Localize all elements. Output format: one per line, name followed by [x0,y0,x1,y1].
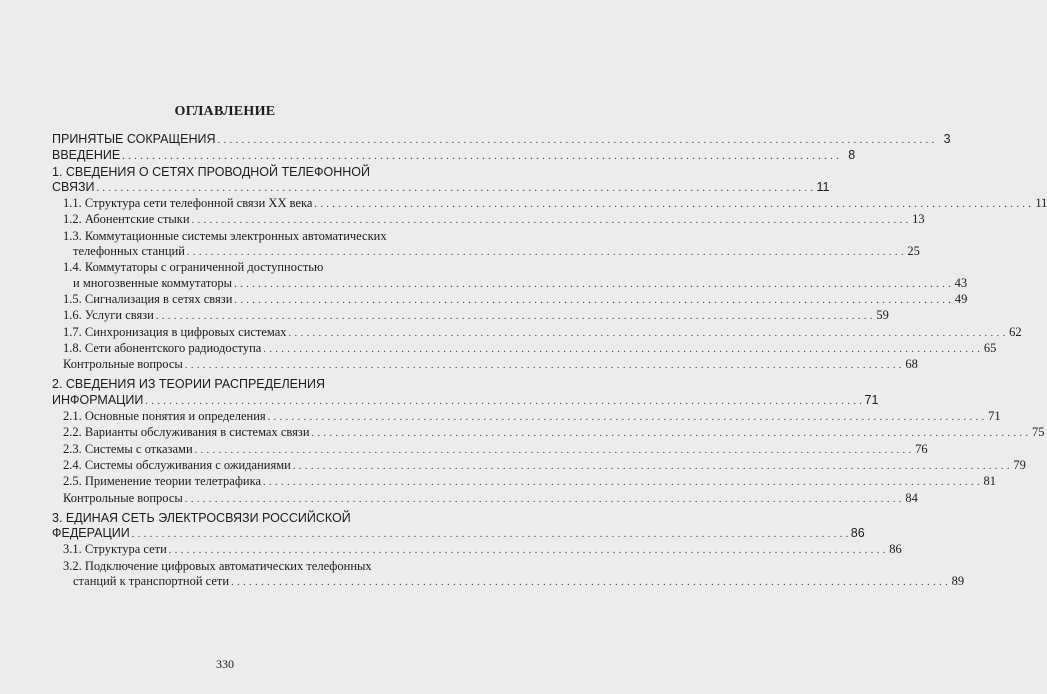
toc-entry-text: 1.8. Сети абонентского радиодоступа [63,340,262,355]
toc-entry [52,148,856,164]
toc-entry-text: 1. СВЕДЕНИЯ О СЕТЯХ ПРОВОДНОЙ ТЕЛЕФОННОЙ [52,164,370,179]
dot-leader: . . . . . . . . . . . . . . . . . . . . . . . . . . . . . . . . . . . . . . . . . . . . . . . . . . . . . . . . . . . . . . . . . . . . . . . . . . . . . . . . . . . . . . . . . . . . . . . . . . . . . . . . . . . . . . . . . . . . . . . . [263,343,981,355]
toc-page-number: 89 [951,574,965,589]
toc-entry-text: 3. ЕДИНАЯ СЕТЬ ЭЛЕКТРОСВЯЗИ РОССИЙСКОЙ [52,510,351,525]
dot-leader: . . . . . . . . . . . . . . . . . . . . . . . . . . . . . . . . . . . . . . . . . . . . . . . . . . . . . . . . . . . . . . . . . . . . . . . . . . . . . . . . . . . . . . . . . . . . . . . . . . . . . . . . . . . . . . . . . . . . . . . . [168,545,886,557]
toc-page-number: 65 [983,340,997,355]
toc-entry-text: Контрольные вопросы [63,357,183,372]
toc-page-number: 75 [1032,425,1045,440]
toc-entry [52,441,928,458]
toc-page-number: 84 [905,490,918,505]
dot-leader: . . . . . . . . . . . . . . . . . . . . . . . . . . . . . . . . . . . . . . . . . . . . . . . . . . . . . . . . . . . . . . . . . . . . . . . . . . . . . . . . . . . . . . . . . . . . . . . . . . . . . . . . . . . . . . . . . . . . . . . . [186,247,904,259]
toc-page-number: 11 [1035,196,1047,211]
toc-entry-text: 1.6. Услуги связи [63,308,154,323]
dot-leader: . . . . . . . . . . . . . . . . . . . . . . . . . . . . . . . . . . . . . . . . . . . . . . . . . . . . . . . . . . . . . . . . . . . . . . . . . . . . . . . . . . . . . . . . . . . . . . . . . . . . . . . . . . . . . . . . . . . . . . . . [234,278,952,290]
toc-entry-text: 2.2. Варианты обслуживания в системах связи [63,425,310,440]
toc-entry [52,324,1022,341]
dot-leader: . . . . . . . . . . . . . . . . . . . . . . . . . . . . . . . . . . . . . . . . . . . . . . . . . . . . . . . . . . . . . . . . . . . . . . . . . . . . . . . . . . . . . . . . . . . . . . . . . . . . . . . . . . . . . . . . . . . . . . . . [263,477,981,489]
toc-entry-text: ПРИНЯТЫЕ СОКРАЩЕНИЯ [52,132,216,146]
toc-entry [52,132,951,148]
toc-page-number: 43 [954,275,968,290]
toc-entry-text: ВВЕДЕНИЕ [52,148,121,163]
toc-entry [52,340,997,357]
toc-entry-text: 2.1. Основные понятия и определения [63,409,266,424]
toc-entry [52,490,918,507]
page-number: 330 [216,657,234,671]
toc-entry [52,457,1026,474]
toc-entry-text: 1.2. Абонентские стыки [63,212,190,227]
toc-entry-text: 3.2. Подключение цифровых автоматических телефонных [63,558,372,573]
toc-entry [52,196,1047,212]
toc-entry-text: и многозвенные коммутаторы [73,275,233,290]
dot-leader: . . . . . . . . . . . . . . . . . . . . . . . . . . . . . . . . . . . . . . . . . . . . . . . . . . . . . . . . . . . . . . . . . . . . . . . . . . . . . . . . . . . . . . . . . . . . . . . . . . . . . . . . . . . . . . . . . . . . . . . . [231,577,949,589]
toc-page-number: 71 [988,409,1001,424]
toc-page-number: 13 [912,212,925,227]
toc-entry-text: 3.1. Структура сети [63,542,167,557]
toc-page-number: 8 [848,148,856,163]
dot-leader: . . . . . . . . . . . . . . . . . . . . . . . . . . . . . . . . . . . . . . . . . . . . . . . . . . . . . . . . . . . . . . . . . . . . . . . . . . . . . . . . . . . . . . . . . . . . . . . . . . . . . . . . . . . . . . . . . . . . . . . . [311,428,1029,440]
toc-entry-text: 1.5. Сигнализация в сетях связи [63,291,233,306]
toc-entry-text: 2.4. Системы обслуживания с ожиданиями [63,457,291,472]
toc-entry [52,510,865,543]
dot-leader: . . . . . . . . . . . . . . . . . . . . . . . . . . . . . . . . . . . . . . . . . . . . . . . . . . . . . . . . . . . . . . . . . . . . . . . . . . . . . . . . . . . . . . . . . . . . . . . . . . . . . . . . . . . . . . . . . . . . . . . . [292,460,1010,472]
toc-entry [52,409,1001,425]
toc-entry [52,357,918,373]
toc-page-number: 86 [850,526,865,541]
dot-leader: . . . . . . . . . . . . . . . . . . . . . . . . . . . . . . . . . . . . . . . . . . . . . . . . . . . . . . . . . . . . . . . . . . . . . . . . . . . . . . . . . . . . . . . . . . . . . . . . . . . . . . . . . . . . . . . . . . . . . . . . [145,395,863,407]
toc-entry-text: телефонных станций [73,244,185,259]
toc-entry [52,164,830,197]
toc-entry-text: ИНФОРМАЦИИ [52,392,144,407]
toc-page-number: 25 [907,244,920,259]
dot-leader: . . . . . . . . . . . . . . . . . . . . . . . . . . . . . . . . . . . . . . . . . . . . . . . . . . . . . . . . . . . . . . . . . . . . . . . . . . . . . . . . . . . . . . . . . . . . . . . . . . . . . . . . . . . . . . . . . . . . . . . . [96,182,814,194]
toc-entry-text: 1.1. Структура сети телефонной связи XX века [63,196,313,211]
toc-page-number: 11 [816,179,830,194]
toc-entry [52,212,925,228]
dot-leader: . . . . . . . . . . . . . . . . . . . . . . . . . . . . . . . . . . . . . . . . . . . . . . . . . . . . . . . . . . . . . . . . . . . . . . . . . . . . . . . . . . . . . . . . . . . . . . . . . . . . . . . . . . . . . . . . . . . . . . . . [314,199,1032,211]
toc-entry [52,425,1045,441]
toc-entry-text: СВЯЗИ [52,179,95,194]
toc-page-number: 62 [1009,324,1022,339]
toc-entry [52,228,920,261]
dot-leader: . . . . . . . . . . . . . . . . . . . . . . . . . . . . . . . . . . . . . . . . . . . . . . . . . . . . . . . . . . . . . . . . . . . . . . . . . . . . . . . . . . . . . . . . . . . . . . . . . . . . . . . . . . . . . . . . . . . . . . . . [194,444,912,456]
toc-entry-text: 2.5. Применение теории телетрафика [63,474,262,489]
toc-page-number: 71 [864,392,879,407]
toc-entry-text: ФЕДЕРАЦИИ [52,526,130,541]
toc-entry-text: 1.4. Коммутаторы с ограниченной доступностью [63,260,324,275]
toc-page-number: 3 [943,132,951,146]
dot-leader: . . . . . . . . . . . . . . . . . . . . . . . . . . . . . . . . . . . . . . . . . . . . . . . . . . . . . . . . . . . . . . . . . . . . . . . . . . . . . . . . . . . . . . . . . . . . . . . . . . . . . . . . . . . . . . . . . . . . . . . . [131,529,849,541]
toc-page-number: 76 [915,441,928,456]
toc-entry [52,542,902,558]
dot-leader: . . . . . . . . . . . . . . . . . . . . . . . . . . . . . . . . . . . . . . . . . . . . . . . . . . . . . . . . . . . . . . . . . . . . . . . . . . . . . . . . . . . . . . . . . . . . . . . . . . . . . . . . . . . . . . . . . . . . . . . . [267,412,985,424]
toc-page-number: 49 [954,291,968,306]
toc-entry-text: 2.3. Системы с отказами [63,441,193,456]
dot-leader: . . . . . . . . . . . . . . . . . . . . . . . . . . . . . . . . . . . . . . . . . . . . . . . . . . . . . . . . . . . . . . . . . . . . . . . . . . . . . . . . . . . . . . . . . . . . . . . . . . . . . . . . . . . . . . . . . . . . . . . . [184,493,902,505]
toc-page-number: 79 [1013,457,1026,472]
dot-leader: . . . . . . . . . . . . . . . . . . . . . . . . . . . . . . . . . . . . . . . . . . . . . . . . . . . . . . . . . . . . . . . . . . . . . . . . . . . . . . . . . . . . . . . . . . . . . . . . . . . . . . . . . . . . . . . . . . . . . . . . [122,151,840,163]
toc-entry-text: 1.3. Коммутационные системы электронных автоматических [63,228,387,243]
dot-leader: . . . . . . . . . . . . . . . . . . . . . . . . . . . . . . . . . . . . . . . . . . . . . . . . . . . . . . . . . . . . . . . . . . . . . . . . . . . . . . . . . . . . . . . . . . . . . . . . . . . . . . . . . . . . . . . . . . . . . . . . [217,135,935,146]
dot-leader: . . . . . . . . . . . . . . . . . . . . . . . . . . . . . . . . . . . . . . . . . . . . . . . . . . . . . . . . . . . . . . . . . . . . . . . . . . . . . . . . . . . . . . . . . . . . . . . . . . . . . . . . . . . . . . . . . . . . . . . . [191,215,909,227]
toc-page-number: 81 [983,474,997,489]
toc-entry-text: 2. СВЕДЕНИЯ ИЗ ТЕОРИИ РАСПРЕДЕЛЕНИЯ [52,377,326,392]
dot-leader: . . . . . . . . . . . . . . . . . . . . . . . . . . . . . . . . . . . . . . . . . . . . . . . . . . . . . . . . . . . . . . . . . . . . . . . . . . . . . . . . . . . . . . . . . . . . . . . . . . . . . . . . . . . . . . . . . . . . . . . . [155,311,873,323]
toc-entry [52,260,968,292]
toc-entry [52,291,968,308]
dot-leader: . . . . . . . . . . . . . . . . . . . . . . . . . . . . . . . . . . . . . . . . . . . . . . . . . . . . . . . . . . . . . . . . . . . . . . . . . . . . . . . . . . . . . . . . . . . . . . . . . . . . . . . . . . . . . . . . . . . . . . . . [288,327,1006,339]
page-title: ОГЛАВЛЕНИЕ [174,104,276,119]
dot-leader: . . . . . . . . . . . . . . . . . . . . . . . . . . . . . . . . . . . . . . . . . . . . . . . . . . . . . . . . . . . . . . . . . . . . . . . . . . . . . . . . . . . . . . . . . . . . . . . . . . . . . . . . . . . . . . . . . . . . . . . . [234,294,952,306]
toc-page-number: 68 [905,357,918,372]
toc-entry-text: 1.7. Синхронизация в цифровых системах [63,324,287,339]
toc-entry [52,474,997,490]
toc-page-number: 86 [889,542,902,557]
dot-leader: . . . . . . . . . . . . . . . . . . . . . . . . . . . . . . . . . . . . . . . . . . . . . . . . . . . . . . . . . . . . . . . . . . . . . . . . . . . . . . . . . . . . . . . . . . . . . . . . . . . . . . . . . . . . . . . . . . . . . . . . [184,360,902,372]
toc-entry-text: станций к транспортной сети [73,574,230,589]
toc-entry-text: Контрольные вопросы [63,490,183,505]
toc-entry [52,377,879,409]
toc-entry [52,558,965,591]
table-of-contents [52,132,1047,590]
toc-page-number: 59 [876,308,889,323]
toc-entry [52,308,889,324]
